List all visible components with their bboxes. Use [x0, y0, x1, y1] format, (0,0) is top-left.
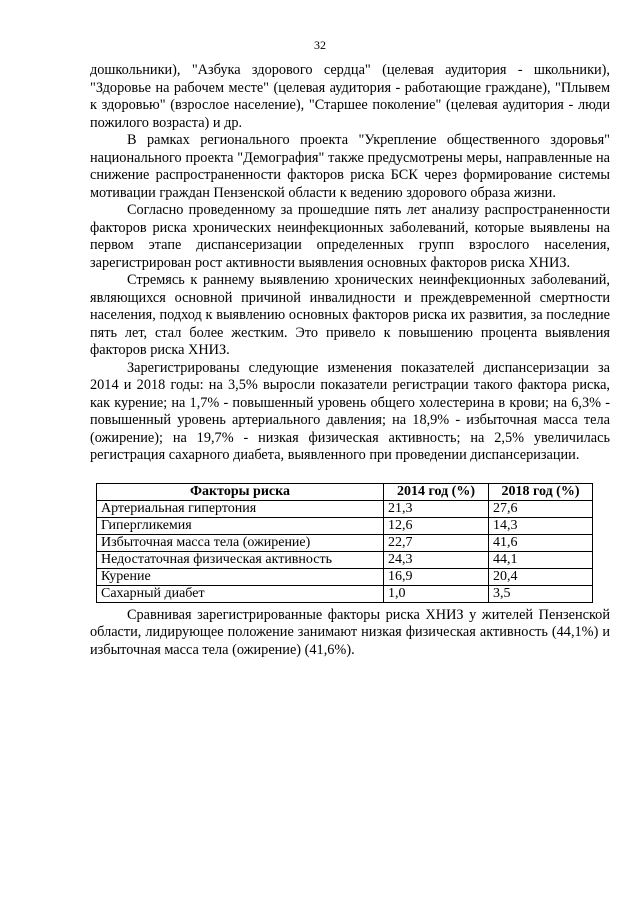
table-header-row [97, 483, 593, 500]
cell-2014: 22,7 [384, 534, 489, 551]
cell-2014: 24,3 [384, 551, 489, 568]
page-number: 32 [314, 38, 326, 52]
cell-2014: 21,3 [384, 500, 489, 517]
cell-2018: 27,6 [489, 500, 593, 517]
cell-factor: Гипергликемия [97, 517, 384, 534]
cell-factor: Избыточная масса тела (ожирение) [97, 534, 384, 551]
cell-2018: 14,3 [489, 517, 593, 534]
cell-2014: 16,9 [384, 568, 489, 585]
paragraph-3: Согласно проведенному за прошедшие пять лет анализу распространенности факторов риска хронических неинфекционных заболеваний, которые выявлены на первом этапе диспансеризации определенных групп взрослого населения, зарегистрирован рост активности выявления основных факторов риска ХНИЗ. [90, 202, 610, 271]
table-row [97, 500, 593, 517]
cell-2018: 41,6 [489, 534, 593, 551]
paragraph-1: дошкольники), "Азбука здорового сердца" (целевая аудитория - школьники), "Здоровье на рабочем месте" (целевая аудитория - работающие граждане), "Плывем к здоровью" (взрослое население), "Старшее поколение" (целевая аудитория - люди пожилого возраста) и др. [90, 62, 610, 131]
column-header-2014: 2014 год (%) [384, 483, 489, 500]
cell-factor: Недостаточная физическая активность [97, 551, 384, 568]
paragraph-4: Стремясь к раннему выявлению хронических неинфекционных заболеваний, являющихся основной причиной инвалидности и преждевременной смертности населения, подход к выявлению основных факторов риска их развития, за последние пять лет, стал более жестким. Это привело к повышению процента выявления факторов риска ХНИЗ. [90, 272, 610, 358]
cell-factor: Артериальная гипертония [97, 500, 384, 517]
table-row [97, 585, 593, 602]
cell-2018: 44,1 [489, 551, 593, 568]
cell-2014: 1,0 [384, 585, 489, 602]
risk-factors-table [96, 483, 593, 603]
cell-factor: Курение [97, 568, 384, 585]
cell-2018: 20,4 [489, 568, 593, 585]
paragraph-5: Зарегистрированы следующие изменения показателей диспансеризации за 2014 и 2018 годы: на 3,5% выросли показатели регистрации такого фактора риска, как курение; на 1,7% - повышенный уровень общего холестерина в крови; на 6,3% - повышенный уровень артериального давления; на 18,9% - избыточная масса тела (ожирение); на 19,7% - низкая физическая активность; на 2,5% увеличилась регистрация сахарного диабета, выявленного при проведении диспансеризации. [90, 359, 610, 463]
table-row [97, 568, 593, 585]
cell-factor: Сахарный диабет [97, 585, 384, 602]
document-body [90, 62, 610, 659]
paragraph-2: В рамках регионального проекта "Укрепление общественного здоровья" национального проекта "Демография" также предусмотрены меры, направленные на снижение распространенности факторов риска БСК через формирование системы мотивации граждан Пензенской области к ведению здорового образа жизни. [90, 132, 610, 201]
column-header-factor: Факторы риска [97, 483, 384, 500]
cell-2018: 3,5 [489, 585, 593, 602]
table-row [97, 534, 593, 551]
table-row [97, 517, 593, 534]
closing-paragraph: Сравнивая зарегистрированные факторы риска ХНИЗ у жителей Пензенской области, лидирующее положение занимают низкая физическая активность (44,1%) и избыточная масса тела (ожирение) (41,6%). [90, 606, 610, 658]
table-row [97, 551, 593, 568]
cell-2014: 12,6 [384, 517, 489, 534]
column-header-2018: 2018 год (%) [489, 483, 593, 500]
